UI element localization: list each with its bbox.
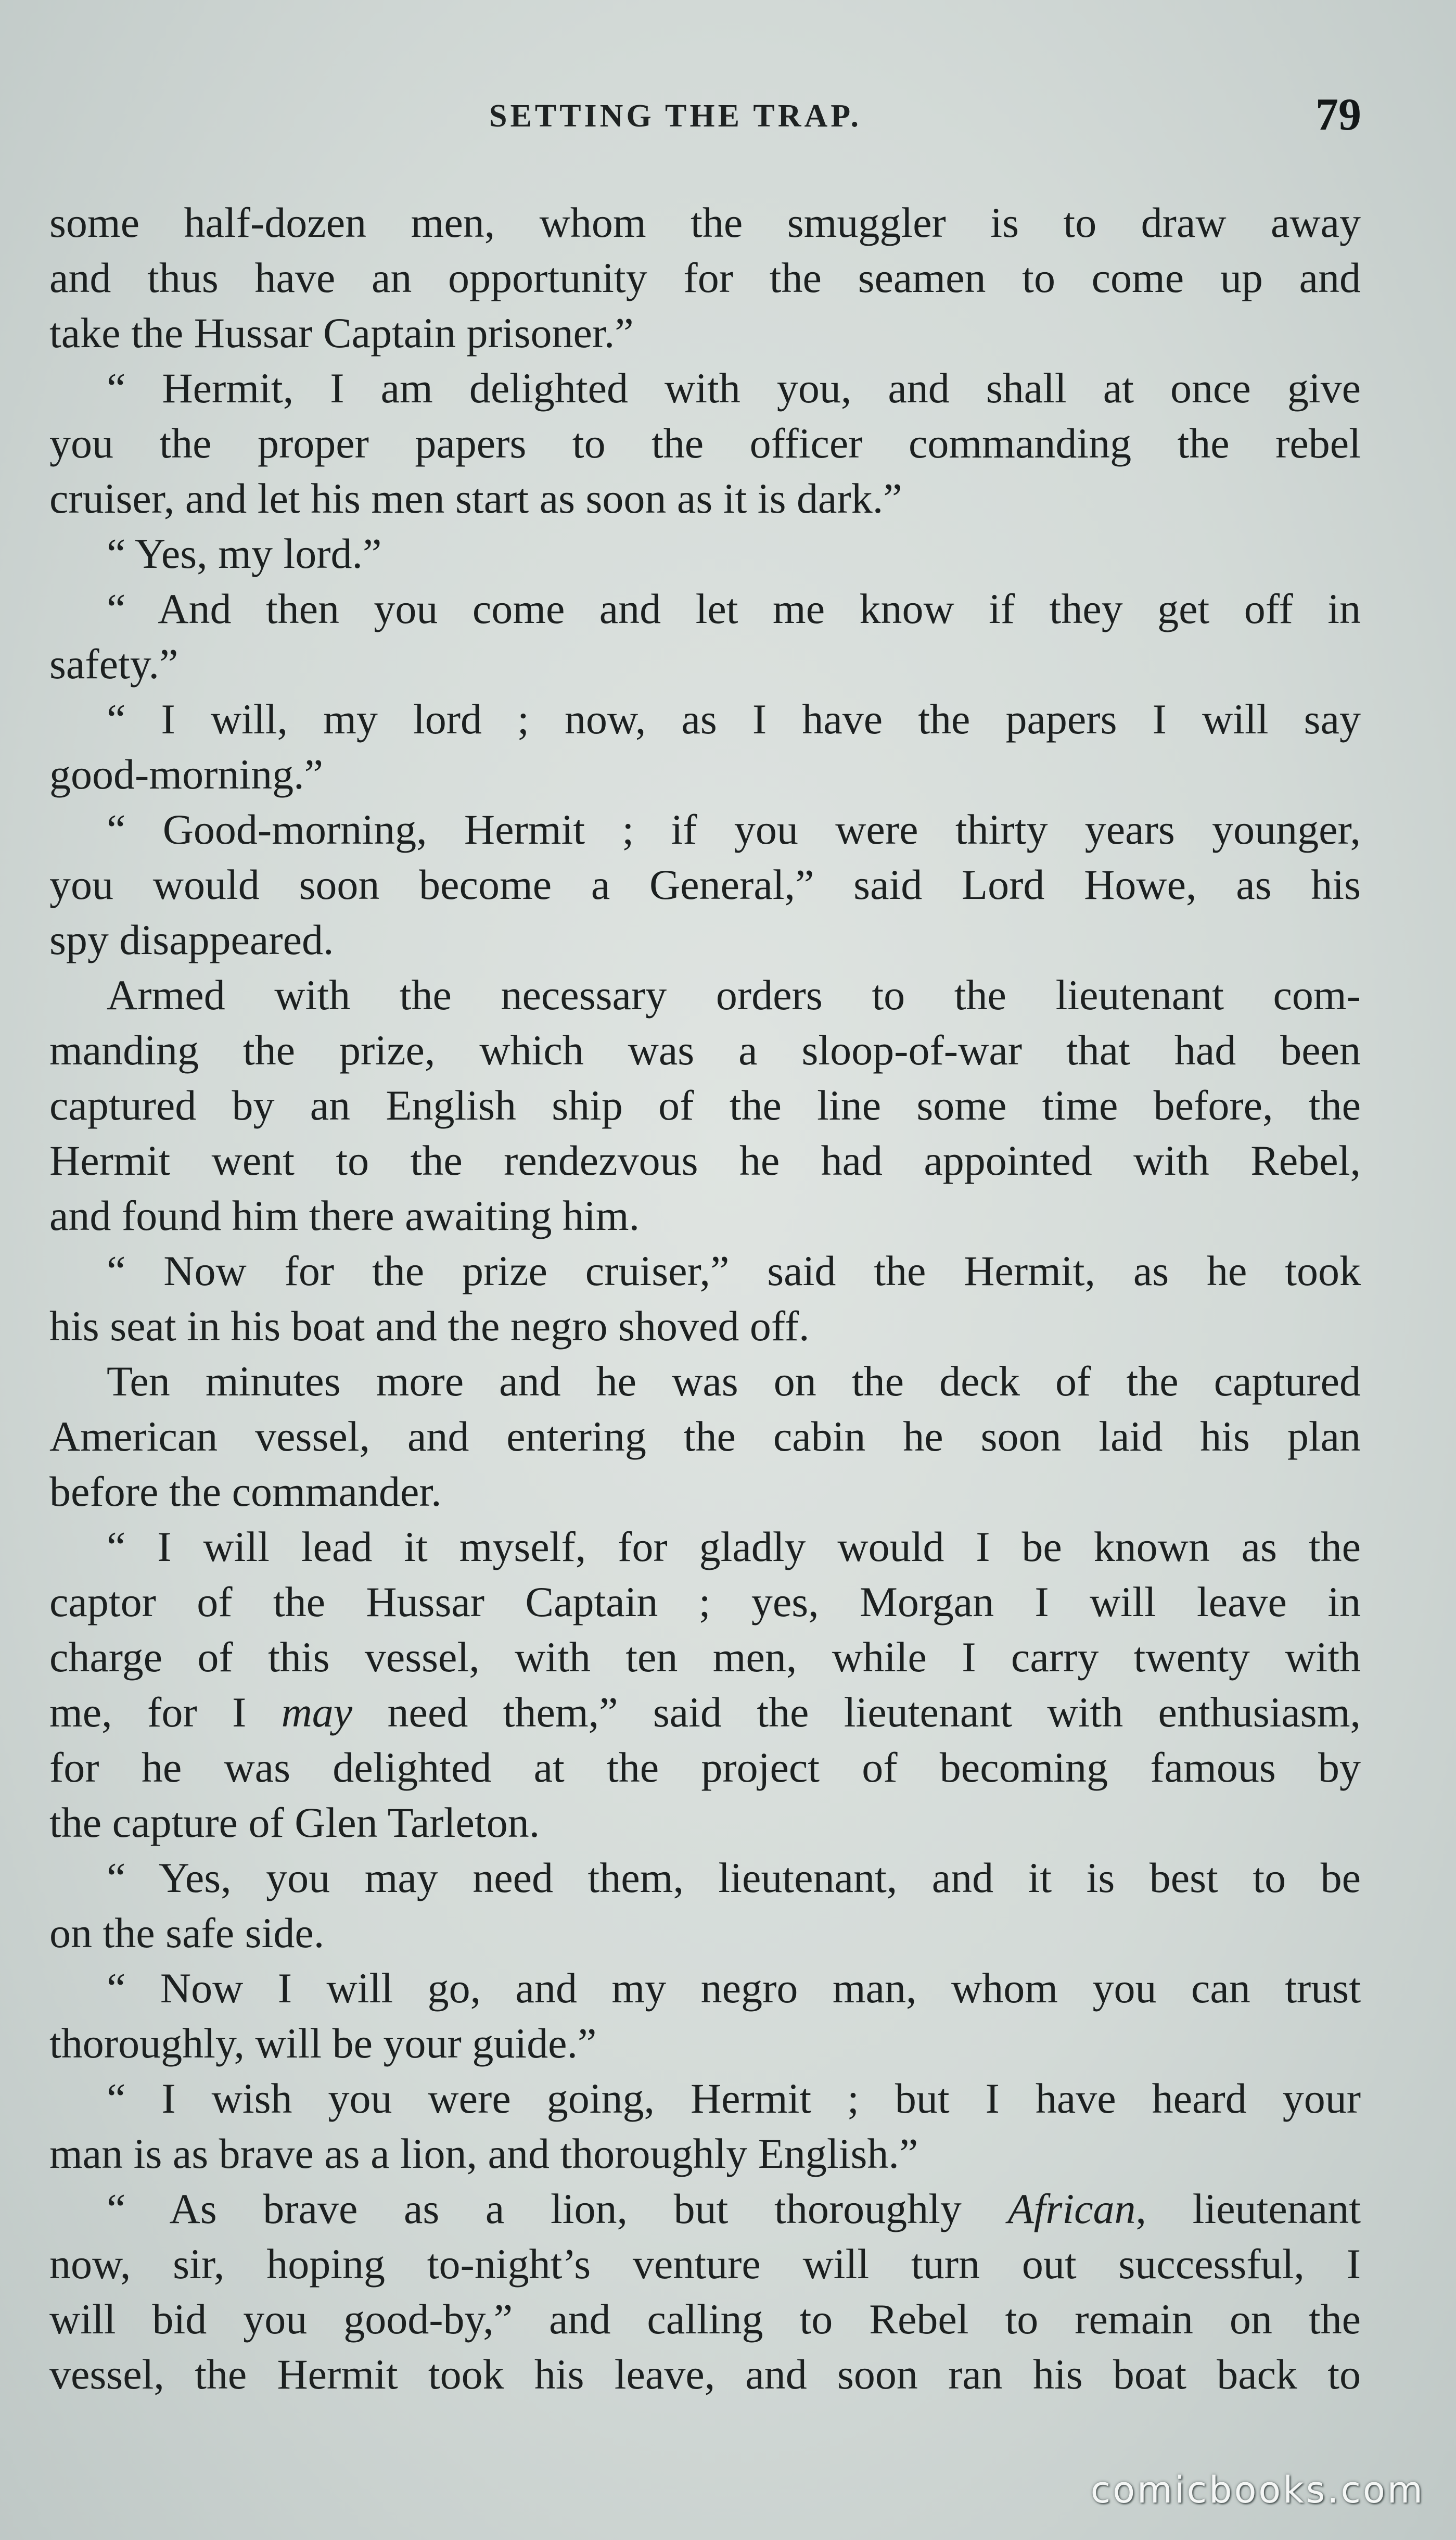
text-line: “ As brave as a lion, but thoroughly African, lieutenant <box>107 2185 1361 2232</box>
watermark: comicbooks.com <box>1090 2469 1425 2511</box>
text-line: for he was delighted at the project of becoming famous by <box>49 1744 1361 1791</box>
text-line: manding the prize, which was a sloop-of-war that had been <box>49 1026 1361 1074</box>
text-line: the capture of Glen Tarleton. <box>49 1799 540 1846</box>
page-header <box>0 88 1456 151</box>
text-line: spy disappeared. <box>49 916 334 963</box>
text-line: man is as brave as a lion, and thoroughly English.” <box>49 2130 918 2177</box>
text-line: “ Good-morning, Hermit ; if you were thirty years younger, <box>107 806 1361 853</box>
text-line: “ Yes, you may need them, lieutenant, and it is best to be <box>107 1854 1361 1901</box>
running-head: SETTING THE TRAP. <box>489 98 862 134</box>
text-line: me, for I may need them,” said the lieutenant with enthusiasm, <box>49 1688 1361 1736</box>
text-line: “ Now I will go, and my negro man, whom you can trust <box>107 1964 1361 2012</box>
text-line: safety.” <box>49 640 178 688</box>
text-line: “ I will lead it myself, for gladly would I be known as the <box>107 1523 1361 1570</box>
text-line: “ Now for the prize cruiser,” said the Hermit, as he took <box>107 1247 1361 1294</box>
text-line: Armed with the necessary orders to the lieutenant com- <box>107 971 1361 1019</box>
text-line: some half-dozen men, whom the smuggler is to draw away <box>49 199 1361 246</box>
text-line: Hermit went to the rendezvous he had appointed with Rebel, <box>49 1137 1361 1184</box>
text-line: will bid you good-by,” and calling to Rebel to remain on the <box>49 2295 1361 2343</box>
text-line: “ I wish you were going, Hermit ; but I have heard your <box>107 2075 1361 2122</box>
text-line: charge of this vessel, with ten men, while I carry twenty with <box>49 1633 1361 1681</box>
text-line: take the Hussar Captain prisoner.” <box>49 309 634 357</box>
text-line: “ And then you come and let me know if they get off in <box>107 585 1361 632</box>
text-line: “ Hermit, I am delighted with you, and shall at once give <box>107 364 1361 412</box>
text-line: you the proper papers to the officer commanding the rebel <box>49 420 1361 467</box>
text-line: thoroughly, will be your guide.” <box>49 2020 597 2067</box>
text-line: “ Yes, my lord.” <box>107 530 382 577</box>
page-number: 79 <box>1315 90 1361 140</box>
italic-word: African <box>1007 2185 1136 2232</box>
text-line: “ I will, my lord ; now, as I have the papers I will say <box>107 695 1361 743</box>
text-line: vessel, the Hermit took his leave, and soon ran his boat back to <box>49 2351 1361 2398</box>
text-line: captured by an English ship of the line some time before, the <box>49 1082 1361 1129</box>
text-line: on the safe side. <box>49 1909 325 1957</box>
text-line: his seat in his boat and the negro shoved off. <box>49 1302 810 1350</box>
text-line: cruiser, and let his men start as soon as it is dark.” <box>49 475 902 522</box>
text-line: American vessel, and entering the cabin he soon laid his plan <box>49 1413 1361 1460</box>
text-line: captor of the Hussar Captain ; yes, Morgan I will leave in <box>49 1578 1361 1625</box>
body-text <box>49 195 1361 2402</box>
text-line: and found him there awaiting him. <box>49 1192 640 1239</box>
text-line: you would soon become a General,” said Lord Howe, as his <box>49 861 1361 908</box>
text-line: now, sir, hoping to-night’s venture will turn out successful, I <box>49 2240 1361 2288</box>
text-line: Ten minutes more and he was on the deck of the captured <box>107 1357 1361 1405</box>
text-line: and thus have an opportunity for the seamen to come up and <box>49 254 1361 301</box>
text-line: good-morning.” <box>49 751 324 798</box>
text-line: before the commander. <box>49 1468 442 1515</box>
italic-word: may <box>281 1688 353 1736</box>
